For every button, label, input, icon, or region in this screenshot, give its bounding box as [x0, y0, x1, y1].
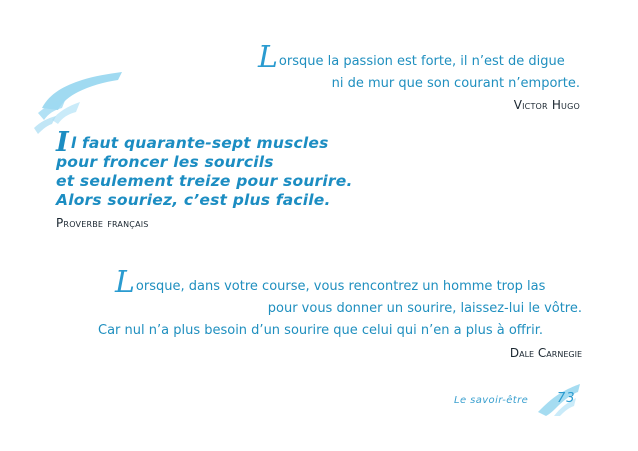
quote-line: et seulement treize pour sourire. [56, 172, 353, 190]
quote-text: orsque la passion est forte, il n’est de digue [278, 54, 565, 69]
dropcap: L [258, 40, 278, 75]
quote-line: Alors souriez, c’est plus facile. [56, 191, 331, 209]
quote-dale-carnegie [98, 265, 582, 362]
quote-author: Victor Hugo [513, 98, 580, 112]
brush-stroke-decoration [32, 68, 127, 138]
quote-line: pour vous donner un sourire, laissez-lui le vôtre. [267, 301, 582, 316]
quote-line [56, 127, 396, 158]
quote-victor-hugo [248, 40, 580, 113]
page-number: 73 [557, 391, 576, 406]
quote-proverbe [56, 127, 396, 233]
quote-text: l faut quarante-sept muscles [70, 134, 329, 152]
quote-line [98, 265, 582, 300]
quote-line: pour froncer les sourcils [56, 153, 274, 171]
quote-author: Proverbe français [56, 216, 149, 230]
dropcap: L [115, 265, 135, 300]
quote-author: Dale Carnegie [509, 346, 582, 360]
page-footer [440, 382, 590, 422]
quote-text: orsque, dans votre course, vous rencontrez un homme trop las [135, 279, 546, 294]
dropcap: I [56, 127, 69, 158]
quote-line: ni de mur que son courant n’emporte. [331, 76, 580, 91]
quote-line [248, 40, 580, 75]
quote-line: Car nul n’a plus besoin d’un sourire que celui qui n’en a plus à offrir. [98, 323, 543, 338]
section-title: Le savoir-être [454, 395, 529, 406]
